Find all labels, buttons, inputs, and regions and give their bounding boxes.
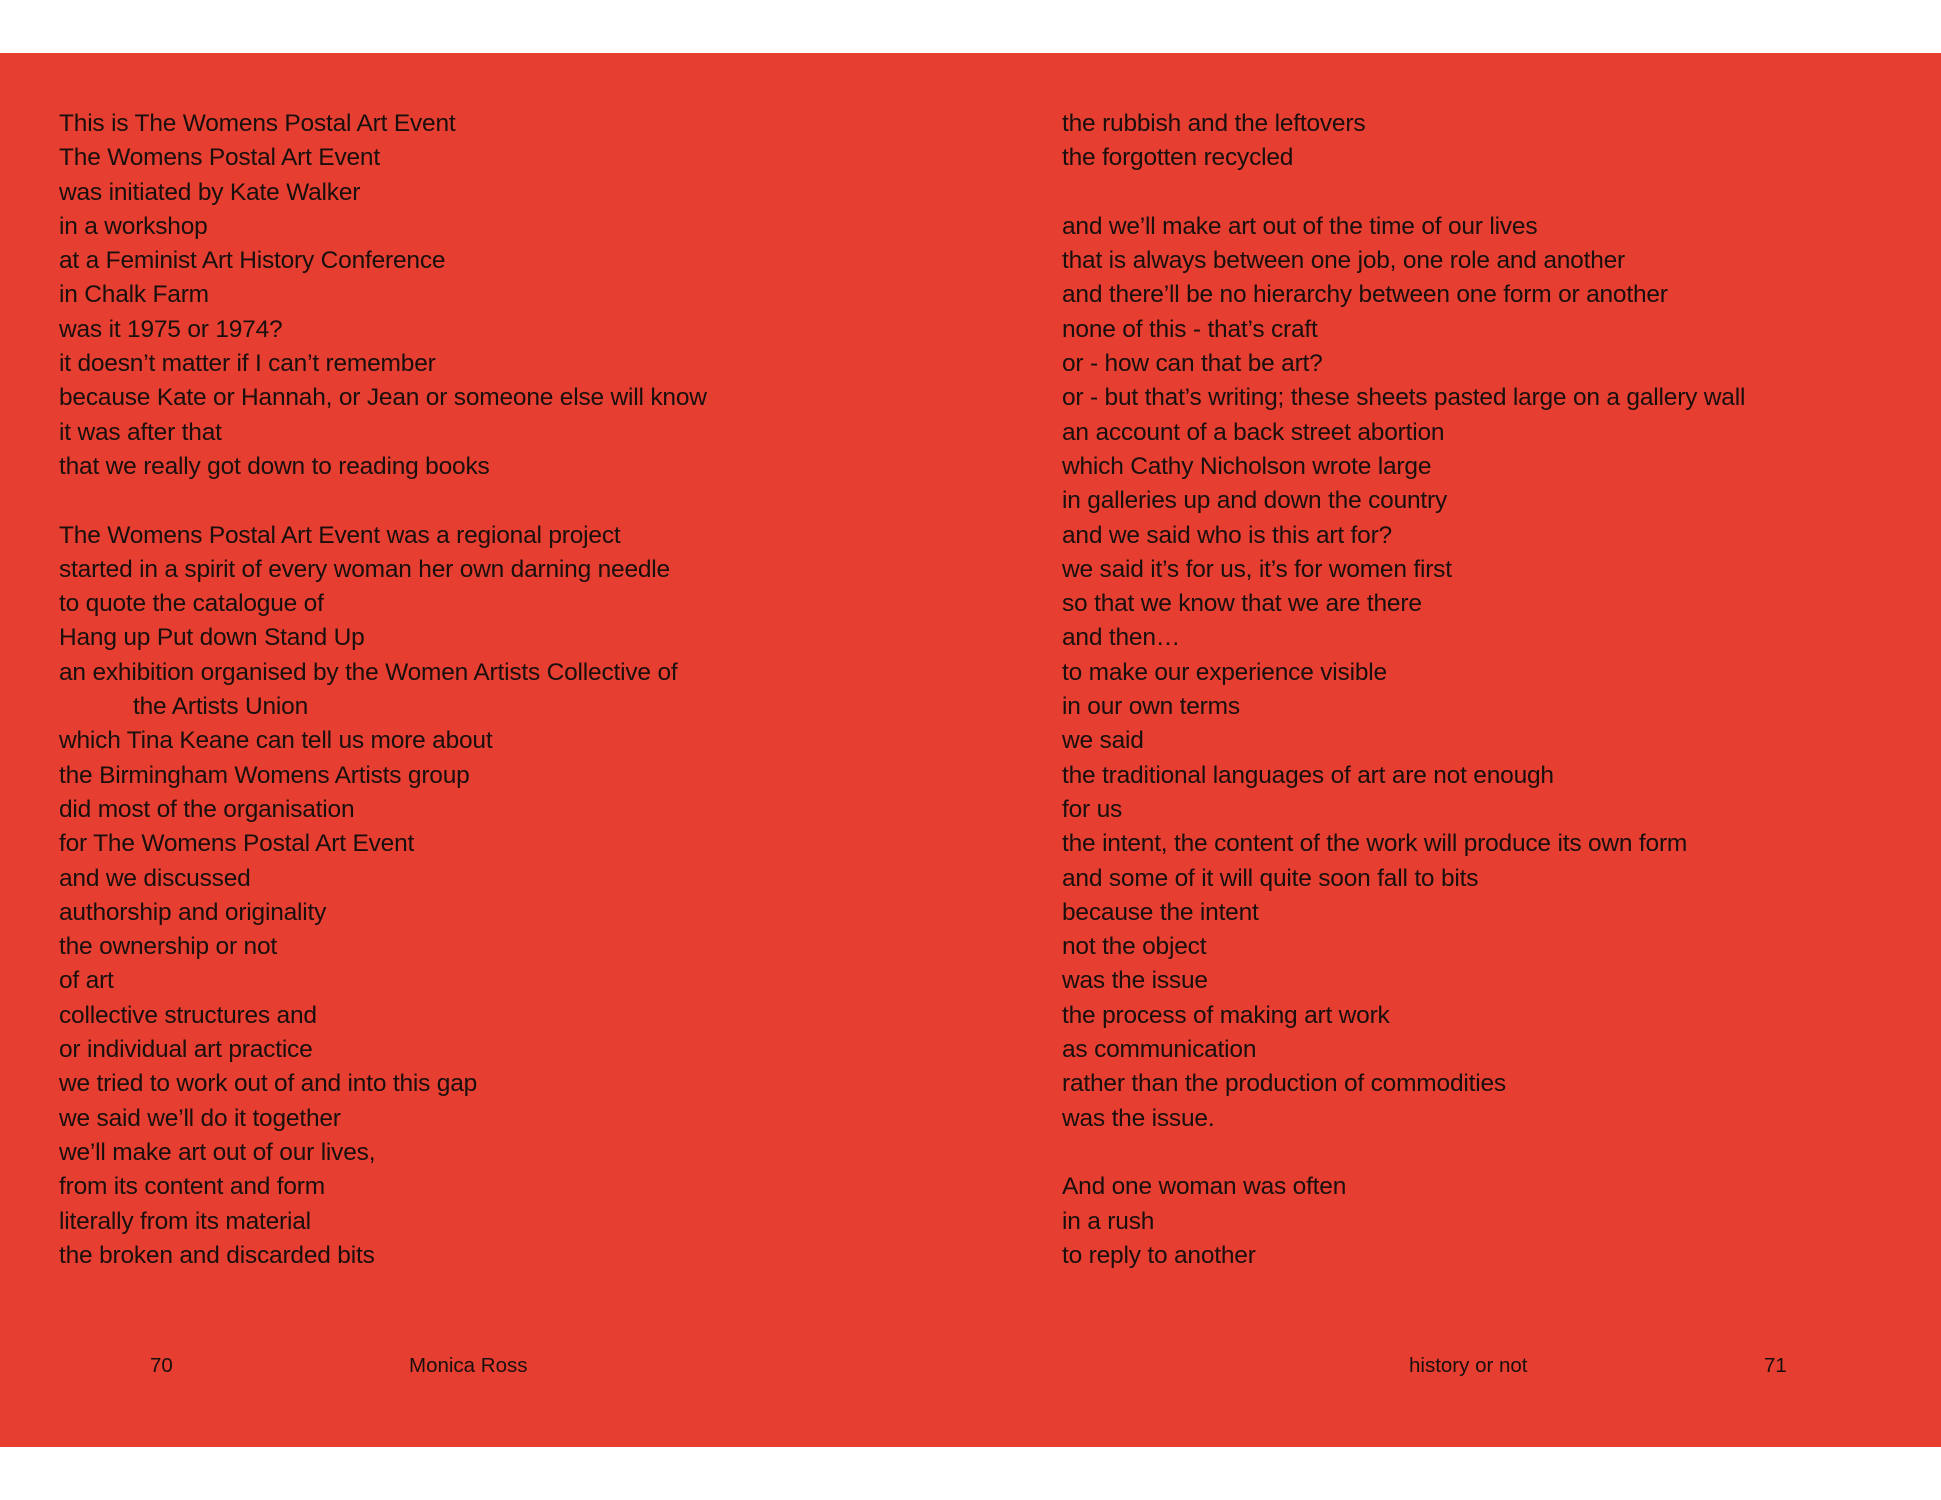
poem-line: was it 1975 or 1974?	[59, 315, 283, 343]
poem-line: The Womens Postal Art Event	[59, 144, 380, 172]
poem-line: as communication	[1062, 1036, 1257, 1064]
running-head-title: history or not	[1409, 1354, 1528, 1377]
poem-line: the rubbish and the leftovers	[1062, 110, 1366, 137]
poem-line: we said we’ll do it together	[59, 1104, 341, 1132]
poem-line: did most of the organisation	[59, 795, 355, 823]
page-number-left: 70	[150, 1354, 173, 1377]
poem-line: to make our experience visible	[1062, 658, 1387, 686]
poem-line: the traditional languages of art are not enough	[1062, 761, 1554, 789]
poem-line: was the issue	[1062, 967, 1208, 995]
poem-line: The Womens Postal Art Event was a regional project	[59, 521, 621, 549]
poem-line: And one woman was often	[1062, 1173, 1347, 1201]
poem-line: we tried to work out of and into this gap	[59, 1070, 478, 1098]
poem-line: authorship and originality	[59, 898, 327, 926]
poem-line: and then…	[1062, 624, 1181, 652]
poem-line: we’ll make art out of our lives,	[59, 1138, 376, 1166]
poem-line: the Artists Union	[133, 693, 308, 721]
poem-line: because Kate or Hannah, or Jean or someone else will know	[59, 384, 707, 412]
poem-line: or - how can that be art?	[1062, 350, 1323, 378]
poem-line: was the issue.	[1062, 1104, 1215, 1132]
left-page-text	[59, 107, 707, 1273]
poem-line: was initiated by Kate Walker	[59, 178, 361, 206]
poem-line: to quote the catalogue of	[59, 590, 324, 618]
poem-line: the process of making art work	[1062, 1001, 1390, 1029]
poem-line: Hang up Put down Stand Up	[59, 624, 365, 652]
poem-line: the intent, the content of the work will produce its own form	[1062, 830, 1688, 858]
poem-line: This is The Womens Postal Art Event	[59, 110, 456, 137]
poem-line: and we’ll make art out of the time of our lives	[1062, 212, 1538, 240]
running-head-author: Monica Ross	[409, 1354, 528, 1377]
poem-line: started in a spirit of every woman her own darning needle	[59, 555, 670, 583]
poem-line: we said it’s for us, it’s for women first	[1062, 555, 1452, 583]
poem-line: the broken and discarded bits	[59, 1241, 375, 1269]
book-spread	[0, 53, 1941, 1447]
poem-line: in galleries up and down the country	[1062, 487, 1448, 515]
poem-line: and there’ll be no hierarchy between one form or another	[1062, 281, 1668, 309]
stanza-break	[1062, 176, 1745, 210]
poem-line: rather than the production of commodities	[1062, 1070, 1506, 1098]
poem-line: not the object	[1062, 933, 1207, 961]
poem-line: that is always between one job, one role and another	[1062, 247, 1626, 275]
poem-line: it doesn’t matter if I can’t remember	[59, 350, 436, 378]
poem-line: at a Feminist Art History Conference	[59, 247, 446, 275]
poem-line: of art	[59, 967, 114, 995]
poem-line: literally from its material	[59, 1207, 311, 1235]
poem-line: an account of a back street abortion	[1062, 418, 1445, 446]
poem-line: from its content and form	[59, 1173, 325, 1201]
poem-line: in our own terms	[1062, 693, 1240, 721]
poem-line: and some of it will quite soon fall to bits	[1062, 864, 1479, 892]
poem-line: the Birmingham Womens Artists group	[59, 761, 470, 789]
poem-line: the ownership or not	[59, 933, 277, 961]
poem-line: because the intent	[1062, 898, 1259, 926]
stanza-break	[59, 484, 707, 518]
poem-line: in a rush	[1062, 1207, 1155, 1235]
poem-line: it was after that	[59, 418, 222, 446]
poem-line: collective structures and	[59, 1001, 317, 1029]
poem-line: in a workshop	[59, 212, 208, 240]
poem-line: the forgotten recycled	[1062, 144, 1294, 172]
poem-line: and we discussed	[59, 864, 251, 892]
poem-line: an exhibition organised by the Women Artists Collective of	[59, 658, 678, 686]
poem-line: we said	[1062, 727, 1144, 755]
stanza-break	[1062, 1136, 1745, 1170]
poem-line: none of this - that’s craft	[1062, 315, 1318, 343]
poem-line: for The Womens Postal Art Event	[59, 830, 415, 858]
page-number-right: 71	[1764, 1354, 1787, 1377]
poem-line: for us	[1062, 795, 1123, 823]
poem-line: or individual art practice	[59, 1036, 313, 1064]
poem-line: in Chalk Farm	[59, 281, 209, 309]
poem-line: to reply to another	[1062, 1241, 1256, 1269]
right-page-text	[1062, 107, 1745, 1273]
poem-line: which Tina Keane can tell us more about	[59, 727, 493, 755]
poem-line: which Cathy Nicholson wrote large	[1062, 452, 1432, 480]
poem-line: so that we know that we are there	[1062, 590, 1422, 618]
poem-line: that we really got down to reading books	[59, 452, 490, 480]
poem-line: or - but that’s writing; these sheets pasted large on a gallery wall	[1062, 384, 1746, 412]
poem-line: and we said who is this art for?	[1062, 521, 1392, 549]
